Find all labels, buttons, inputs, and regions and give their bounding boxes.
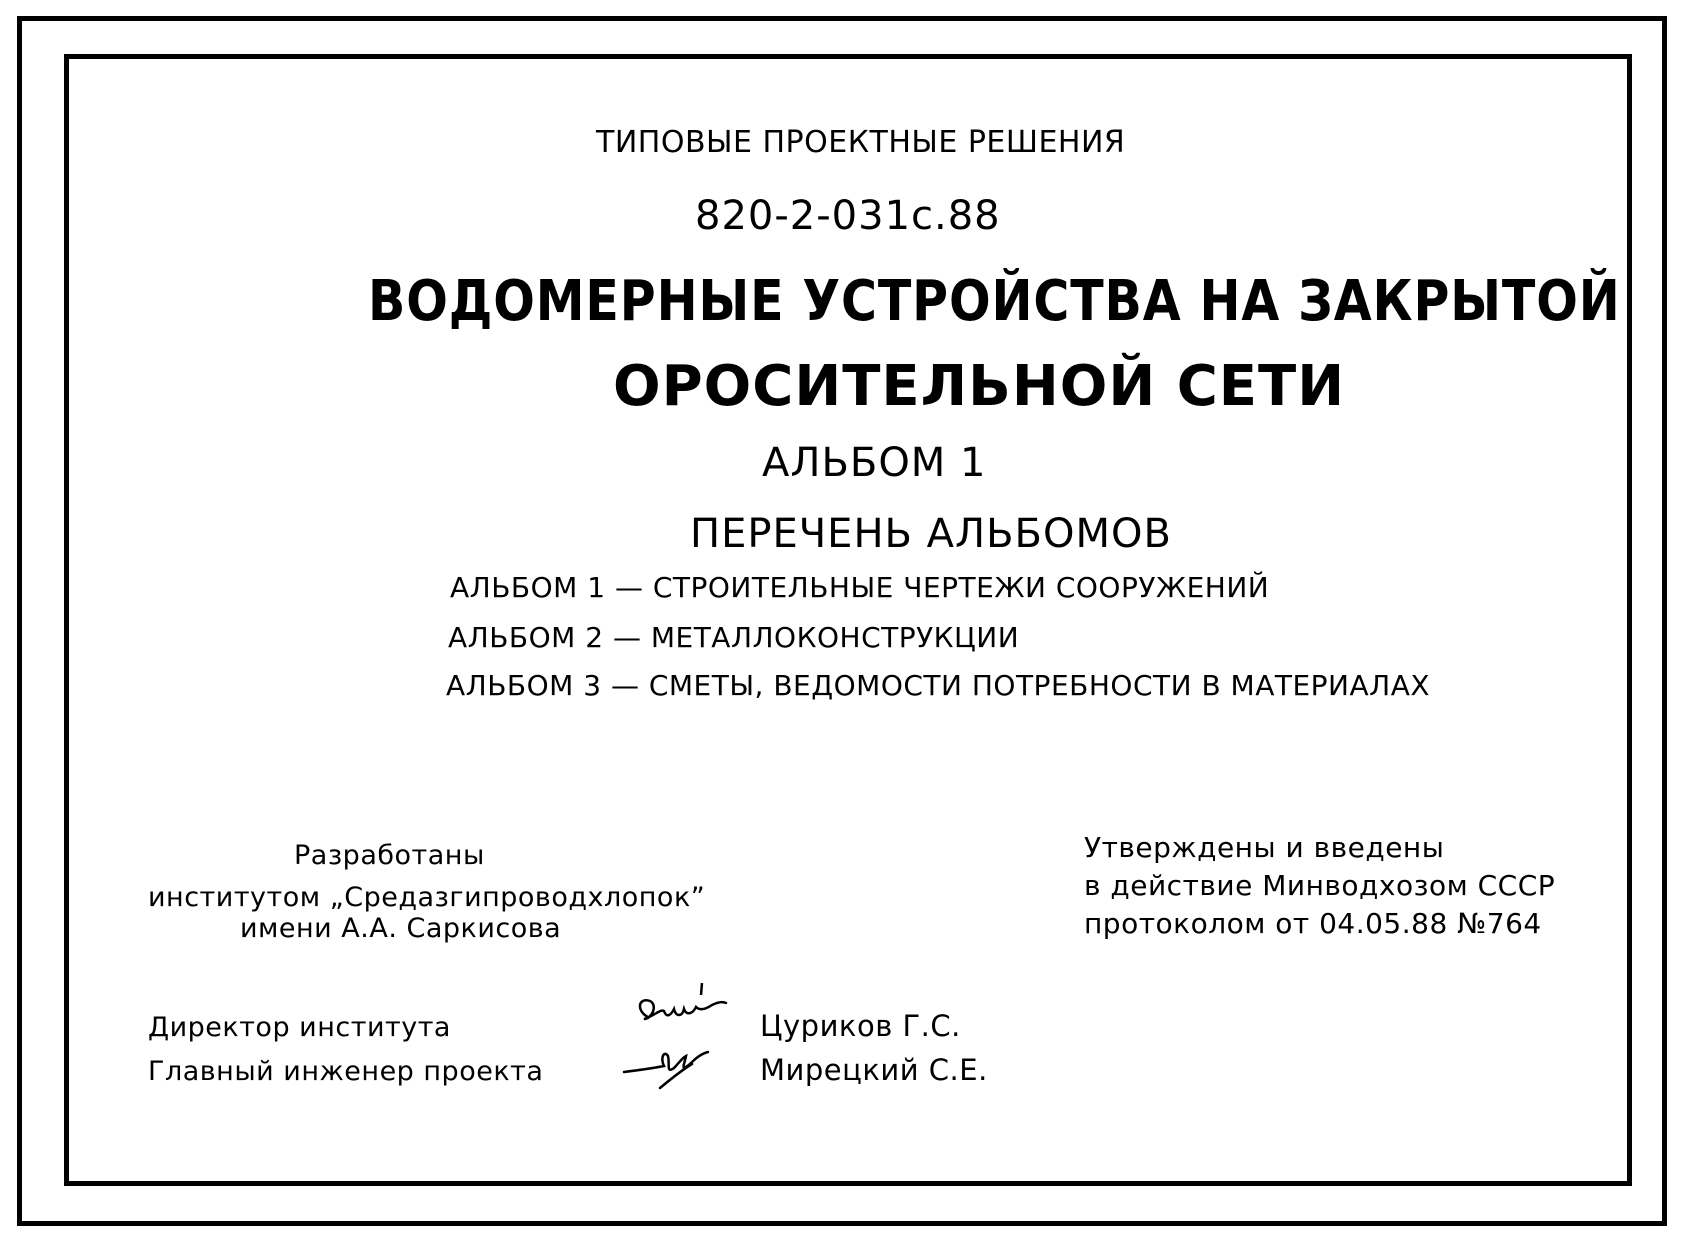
developed-by-line-3: имени А.А. Саркисова — [240, 913, 562, 944]
series-heading: ТИПОВЫЕ ПРОЕКТНЫЕ РЕШЕНИЯ — [596, 125, 1126, 160]
document-title-line-1: ВОДОМЕРНЫЕ УСТРОЙСТВА НА ЗАКРЫТОЙ — [368, 269, 1621, 334]
project-code: 820-2-031с.88 — [695, 193, 1001, 239]
album-list-item-1: АЛЬБОМ 1 — СТРОИТЕЛЬНЫЕ ЧЕРТЕЖИ СООРУЖЕНИЙ — [450, 571, 1270, 604]
signatory-role-director: Директор института — [148, 1012, 451, 1043]
signatory-name-director: Цуриков Г.С. — [760, 1009, 961, 1043]
album-list-heading: ПЕРЕЧЕНЬ АЛЬБОМОВ — [690, 511, 1172, 557]
approved-line-1: Утверждены и введены — [1084, 831, 1445, 864]
signature-chief-engineer-icon — [620, 1040, 720, 1095]
signatory-name-chief-engineer: Мирецкий С.Е. — [760, 1053, 988, 1087]
developed-by-line-2: институтом „Средазгипроводхлопок” — [148, 882, 706, 913]
album-number: АЛЬБОМ 1 — [762, 440, 987, 486]
developed-by-line-1: Разработаны — [294, 840, 485, 871]
album-list-item-3: АЛЬБОМ 3 — СМЕТЫ, ВЕДОМОСТИ ПОТРЕБНОСТИ В МАТЕРИАЛАХ — [446, 669, 1431, 702]
approved-line-2: в действие Минводхозом СССР — [1084, 869, 1556, 902]
signature-director-icon — [630, 975, 740, 1045]
approved-line-3: протоколом от 04.05.88 №764 — [1084, 907, 1542, 940]
album-list-item-2: АЛЬБОМ 2 — МЕТАЛЛОКОНСТРУКЦИИ — [448, 621, 1020, 654]
document-title-line-2: ОРОСИТЕЛЬНОЙ СЕТИ — [613, 354, 1346, 419]
signatory-role-chief-engineer: Главный инженер проекта — [148, 1056, 544, 1087]
